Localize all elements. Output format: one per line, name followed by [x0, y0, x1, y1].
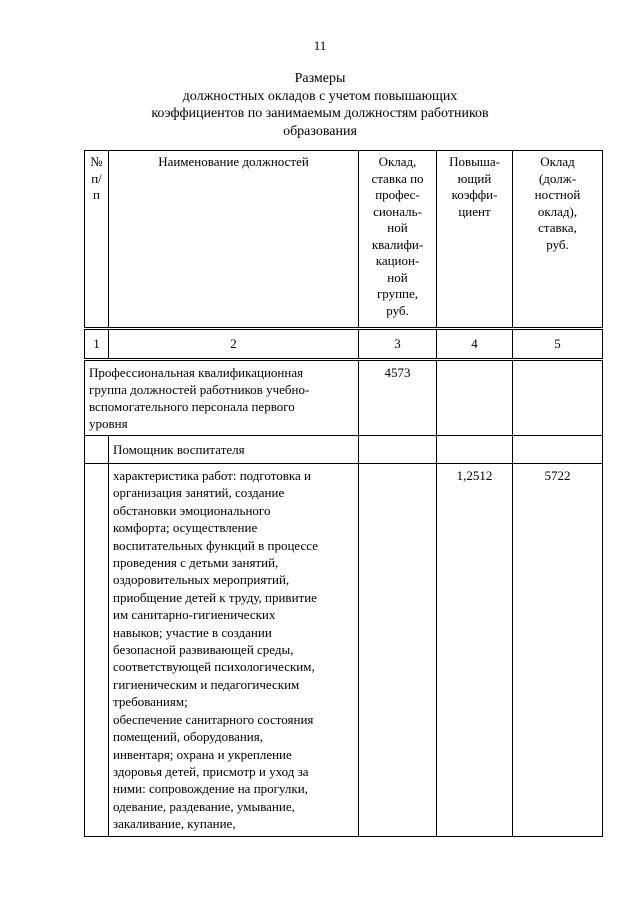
description-line: обстановки эмоционального	[113, 502, 271, 518]
salary-table	[84, 150, 603, 837]
description-base-salary-empty	[359, 464, 437, 837]
title-line: образования	[283, 123, 357, 139]
group-base-salary: 4573	[359, 360, 437, 436]
position-name: Помощник воспитателя	[109, 436, 359, 464]
header-position-name: Наименование должностей	[109, 151, 359, 329]
description-line: проведения с детьми занятий,	[113, 555, 279, 571]
group-coefficient-empty	[437, 360, 513, 436]
description-line: им санитарно-гигиенических	[113, 607, 276, 623]
position-number-empty	[85, 436, 109, 464]
column-number: 1	[85, 329, 109, 360]
description-line: гигиеническим и педагогическим	[113, 676, 300, 692]
column-number: 3	[359, 329, 437, 360]
title-line: коэффициентов по занимаемым должностям работников	[151, 106, 489, 121]
description-line: здоровья детей, присмотр и уход за	[113, 763, 309, 779]
description-line: безопасной развивающей среды,	[113, 642, 294, 658]
description-line: помещений, оборудования,	[113, 729, 263, 745]
document-title	[0, 70, 640, 140]
description-line: комфорта; осуществление	[113, 520, 258, 536]
group-final-salary-empty	[513, 360, 603, 436]
description-line: инвентаря; охрана и укрепление	[113, 746, 292, 762]
description-row	[85, 464, 603, 837]
description-line: навыков; участие в создании	[113, 624, 272, 640]
description-coefficient: 1,2512	[437, 464, 513, 837]
group-name-line: группа должностей работников учебно-	[89, 382, 310, 397]
header-base-salary: Оклад, ставка по профес- сиональ- ной квалифи- кацион- ной группе, руб.	[359, 151, 437, 329]
group-name-cell	[85, 360, 359, 436]
description-line: соответствующей психологическим,	[113, 659, 315, 675]
table-header-row	[85, 151, 603, 329]
page-number: 11	[313, 38, 327, 53]
header-number: № п/п	[85, 151, 109, 329]
header-coefficient: Повыша- ющий коэффи- циент	[437, 151, 513, 329]
work-description	[109, 464, 359, 837]
header-final-salary: Оклад (долж- ностной оклад), ставка, руб.	[513, 151, 603, 329]
title-line: Размеры	[294, 71, 346, 86]
description-line: характеристика работ: подготовка и	[113, 468, 312, 483]
qualification-group-row	[85, 360, 603, 436]
description-line: обеспечение санитарного состояния	[113, 711, 314, 727]
description-line: одевание, раздевание, умывание,	[113, 798, 295, 814]
description-line: закаливание, купание,	[113, 816, 236, 832]
group-name-line: уровня	[89, 416, 128, 431]
position-row	[85, 436, 603, 464]
description-line: организация занятий, создание	[113, 485, 285, 501]
description-line: воспитательных функций в процессе	[113, 537, 318, 553]
description-number-empty	[85, 464, 109, 837]
description-final-salary: 5722	[513, 464, 603, 837]
position-coefficient-empty	[437, 436, 513, 464]
column-number: 5	[513, 329, 603, 360]
title-line: должностных окладов с учетом повышающих	[182, 88, 458, 104]
position-final-salary-empty	[513, 436, 603, 464]
group-name-line: вспомогательного персонала первого	[89, 399, 295, 414]
description-line: ними: сопровождение на прогулки,	[113, 781, 308, 797]
description-line: приобщение детей к труду, привитие	[113, 589, 317, 605]
column-number: 4	[437, 329, 513, 360]
description-line: оздоровительных мероприятий,	[113, 572, 290, 588]
column-number: 2	[109, 329, 359, 360]
column-number-row	[85, 329, 603, 360]
group-name-line: Профессиональная квалификационная	[89, 365, 304, 380]
position-base-salary-empty	[359, 436, 437, 464]
description-line: требованиям;	[113, 694, 188, 710]
